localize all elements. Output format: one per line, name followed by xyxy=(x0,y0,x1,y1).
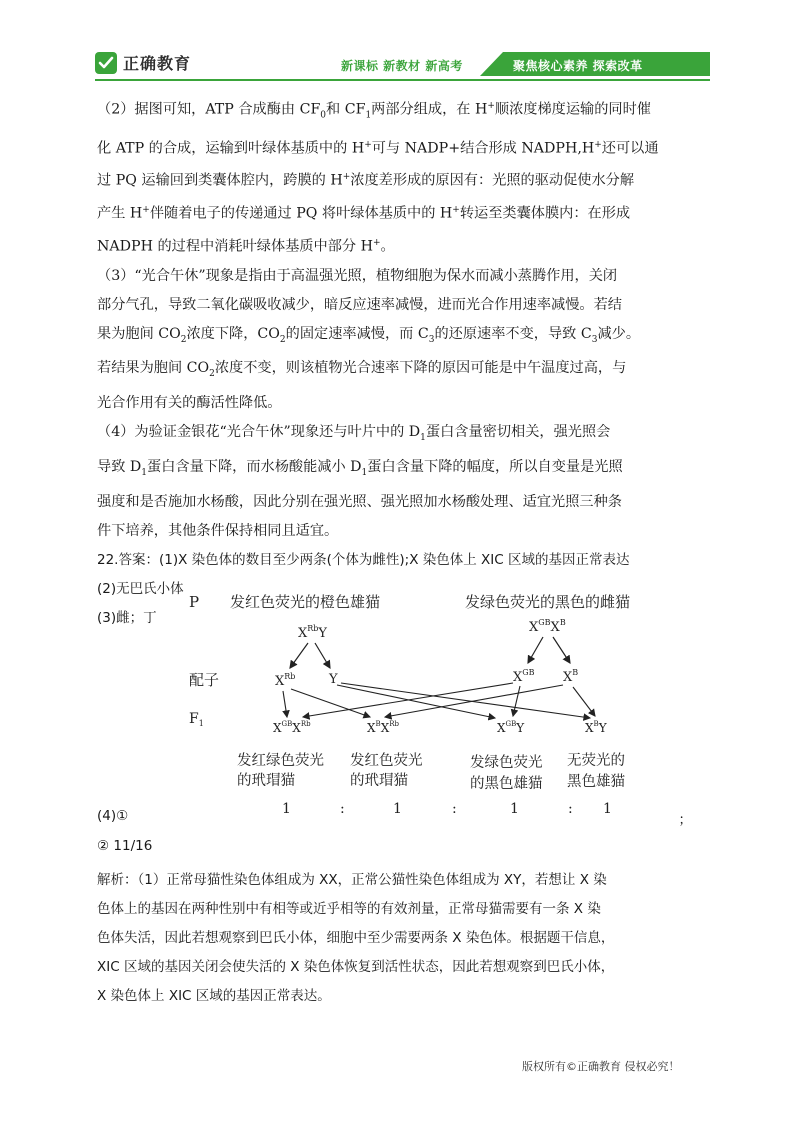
answer-q2 xyxy=(97,92,709,262)
gamete-xrb: $X^{Rb}$ xyxy=(275,672,296,689)
parent1-label: 发红色荧光的橙色雄猫 xyxy=(230,593,381,611)
text-line: 解析：（1）正常母猫性染色体组成为 XX，正常公猫性染色体组成为 XY，若想让 X 染 xyxy=(97,872,607,888)
parent2-genotype: $X^{GB}X^B$ xyxy=(529,618,566,635)
arrow xyxy=(290,643,308,668)
text-line: 光合作用有关的酶活性降低。 xyxy=(97,395,282,412)
gamete-y: Y xyxy=(329,672,338,687)
gamete-xgb: $X^{GB}$ xyxy=(513,668,535,685)
ratio-1: 1 xyxy=(282,801,291,817)
document-body xyxy=(97,92,709,633)
text-line: (2)无巴氏小体 xyxy=(97,580,184,597)
arrow xyxy=(553,637,570,663)
offspring4-line1: 无荧光的 xyxy=(567,753,625,769)
f1-genotype-3: $X^{GB}Y$ xyxy=(497,720,525,735)
slogan-left: 新课标 新教材 新高考 xyxy=(341,59,463,73)
parent2-label: 发绿色荧光的黑色的雌猫 xyxy=(465,593,631,611)
brand-logo xyxy=(95,51,191,74)
arrow xyxy=(283,691,287,717)
offspring4-line2: 黑色雄猫 xyxy=(567,774,625,790)
answer-q4 xyxy=(97,418,709,546)
text-line: 部分气孔，导致二氧化碳吸收减少，暗反应速率减慢，进而光合作用速率减慢。若结 xyxy=(97,296,622,313)
gamete-xb: $X^B$ xyxy=(563,668,579,685)
arrow xyxy=(315,643,330,668)
genetic-cross-diagram xyxy=(175,585,665,820)
f1-label: $F_1$ xyxy=(189,711,204,728)
arrow xyxy=(573,687,595,716)
text-line: NADPH 的过程中消耗叶绿体基质中部分 H+。 xyxy=(97,237,395,255)
f1-genotype-4: $X^BY$ xyxy=(585,720,607,735)
text-line: 22.答案：(1)X 染色体的数目至少两条(个体为雌性);X 染色体上 XIC 区域的基因正常表达 xyxy=(97,551,630,568)
text-line: （3）“光合午休”现象是指由于高温强光照，植物细胞为保水而减小蒸腾作用，关闭 xyxy=(97,267,618,284)
text-line: 果为胞间 $CO_2$浓度下降，$CO_2$的固定速率减慢，而 $C_3$的还原速率不变，导致 $C_3$减少。 xyxy=(97,325,641,345)
text-line: 若结果为胞间 $CO_2$浓度不变，则该植物光合速率下降的原因可能是中午温度过高，与 xyxy=(97,360,627,380)
f1-genotype-2: $X^BX^{Rb}$ xyxy=(367,720,400,735)
text-line: XIC 区域的基因关闭会使失活的 X 染色体恢复到活性状态，因此若想观察到巴氏小体， xyxy=(97,959,615,975)
text-line: 产生 H+伴随着电子的传递通过 PQ 将叶绿体基质中的 H+转运至类囊体膜内：在形成 xyxy=(97,205,631,222)
slogan-right: 聚焦核心素养 探索改革 xyxy=(513,59,643,73)
logo-text: 正确教育 xyxy=(123,54,192,73)
arrow xyxy=(341,683,590,718)
parent1-genotype: $X^{Rb}Y$ xyxy=(298,624,328,641)
arrow xyxy=(528,637,543,663)
page-header xyxy=(95,48,710,82)
text-line: 导致 $D_1$蛋白含量下降，而水杨酸能减小 $D_1$蛋白含量下降的幅度，所以自变量是光照 xyxy=(97,458,623,478)
offspring1-line2: 的玳瑁猫 xyxy=(237,773,295,789)
answer-4-line2: ② 11/16 xyxy=(97,838,153,854)
offspring2-line2: 的玳瑁猫 xyxy=(350,773,408,789)
text-line: 强度和是否施加水杨酸，因此分别在强光照、强光照加水杨酸处理、适宜光照三种条 xyxy=(97,493,622,510)
ratio-2: 1 xyxy=(393,801,402,817)
text-line: （2）据图可知，ATP 合成酶由 $CF_0$和 $CF_1$两部分组成，在 H+顺浓度梯度运输的同时催 xyxy=(97,101,651,121)
offspring3-line2: 的黑色雄猫 xyxy=(470,776,543,792)
text-line: (3)雌；丁 xyxy=(97,609,157,626)
text-line: 过 PQ 运输回到类囊体腔内，跨膜的 H+浓度差形成的原因有：光照的驱动促使水分解 xyxy=(97,172,635,190)
arrow xyxy=(513,686,520,716)
ratio-sep: : xyxy=(568,801,573,817)
text-line: 色体失活，因此若想观察到巴氏小体，细胞中至少需要两条 X 染色体。根据题干信息， xyxy=(97,930,615,946)
text-line: （4）为验证金银花“光合午休”现象还与叶片中的 $D_1$蛋白含量密切相关，强光照会 xyxy=(97,424,611,443)
analysis-paragraph xyxy=(97,866,709,1011)
p-label: P xyxy=(189,593,200,611)
text-line: 件下培养，其他条件保持相同且适宜。 xyxy=(97,522,339,539)
f1-genotype-1: $X^{GB}X^{Rb}$ xyxy=(273,720,311,735)
ratio-3: 1 xyxy=(510,801,519,817)
offspring1-line1: 发红绿色荧光 xyxy=(237,753,324,769)
offspring2-line1: 发红色荧光 xyxy=(350,753,423,769)
ratio-sep: : xyxy=(452,801,457,817)
ratio-sep: : xyxy=(340,801,345,817)
copyright-footer: 版权所有©正确教育 侵权必究！ xyxy=(522,1060,680,1073)
answer-q3 xyxy=(97,262,709,419)
ratio-4: 1 xyxy=(603,801,612,817)
check-logo-icon xyxy=(95,52,117,74)
header-divider xyxy=(95,79,710,81)
text-line: 色体上的基因在两种性别中有相等或近乎相等的有效剂量，正常母猫需要有一条 X 染 xyxy=(97,901,601,917)
answer-4-line1: (4)① ； xyxy=(97,808,692,828)
text-line: X 染色体上 XIC 区域的基因正常表达。 xyxy=(97,988,331,1004)
offspring3-line1: 发绿色荧光 xyxy=(470,755,543,771)
text-line: 化 ATP 的合成，运输到叶绿体基质中的 H+可与 NADP+结合形成 NADPH,H+还可以通 xyxy=(97,139,659,157)
gamete-label: 配子 xyxy=(189,671,220,689)
